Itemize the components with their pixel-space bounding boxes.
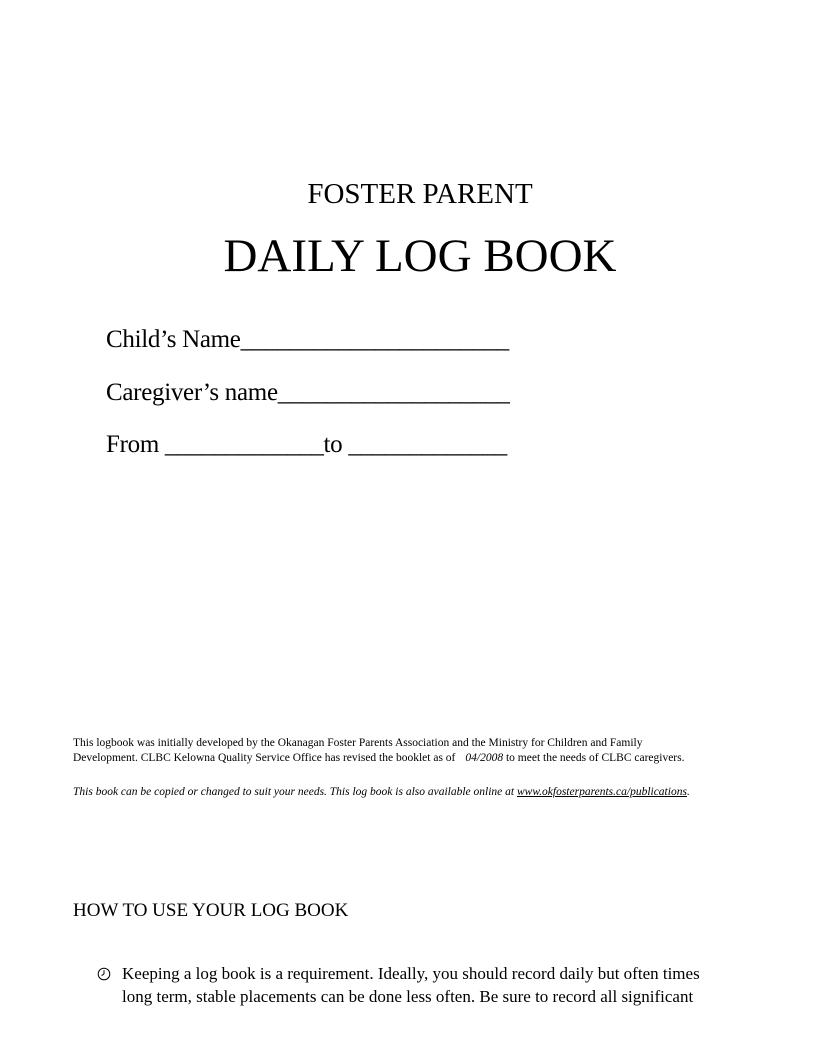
revision-date: 04/2008 bbox=[465, 752, 504, 764]
date-range-field: From _____________to _____________ bbox=[106, 431, 507, 458]
notes-line-3-end: . bbox=[686, 786, 690, 798]
notes-line-2 bbox=[73, 751, 684, 766]
child-name-field: Child’s Name______________________ bbox=[106, 326, 509, 353]
bullet-text-line-1: Keeping a log book is a requirement. Ideally, you should record daily but often times bbox=[122, 964, 700, 983]
notes-line-2-start: Development. CLBC Kelowna Quality Service Office has revised the booklet as of bbox=[73, 752, 456, 764]
document-subtitle: FOSTER PARENT bbox=[307, 178, 533, 210]
notes-line-1: This logbook was initially developed by the Okanagan Foster Parents Association and the Ministry for Children and Family bbox=[73, 737, 643, 749]
how-to-heading: HOW TO USE YOUR LOG BOOK bbox=[73, 900, 349, 921]
notes-line-3 bbox=[73, 785, 690, 800]
bullet-text-line-2: long term, stable placements can be done less often. Be sure to record all significant bbox=[122, 987, 694, 1006]
notes-line-3-text: This book can be copied or changed to suit your needs. This log book is also available online at bbox=[73, 786, 515, 798]
clock-icon bbox=[97, 967, 111, 981]
publications-link[interactable]: www.okfosterparents.ca/publications bbox=[516, 786, 687, 798]
caregiver-name-field: Caregiver’s name___________________ bbox=[106, 379, 510, 406]
notes-line-2-end: to meet the needs of CLBC caregivers. bbox=[505, 752, 685, 764]
document-title: DAILY LOG BOOK bbox=[223, 230, 617, 282]
